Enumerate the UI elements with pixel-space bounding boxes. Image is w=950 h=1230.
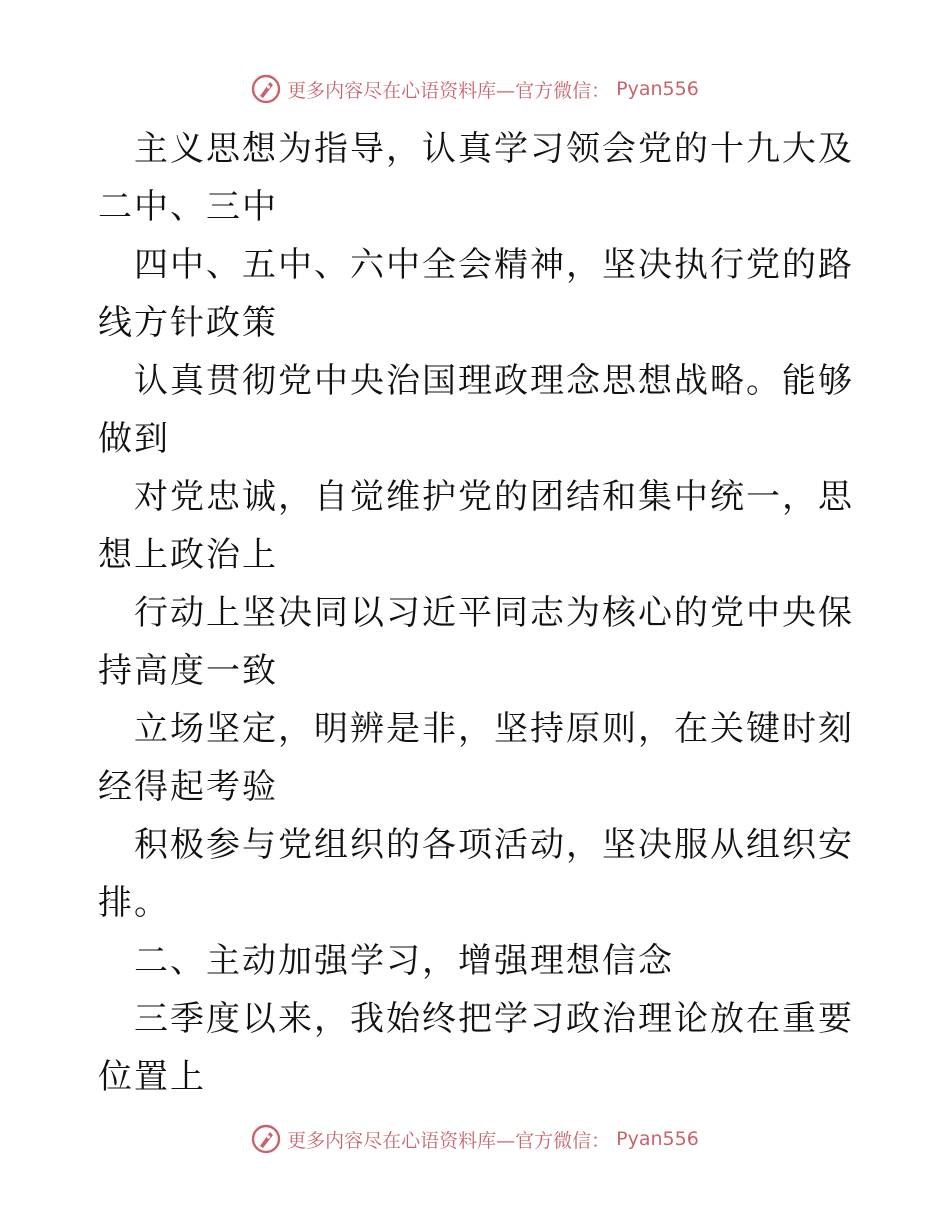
watermark-wechat-id: Pyan556: [616, 78, 699, 100]
watermark-site-text: 更多内容尽在心语资料库—官方微信：: [287, 1129, 611, 1152]
paragraph: 认真贯彻党中央治国理政理念思想战略。能够做到: [98, 361, 854, 459]
pen-nib-circle-icon: [251, 1124, 281, 1154]
watermark-site-text: 更多内容尽在心语资料库—官方微信：: [287, 79, 611, 102]
paragraph: 四中、五中、六中全会精神，坚决执行党的路线方针政策: [98, 245, 854, 343]
paragraph: 主义思想为指导，认真学习领会党的十九大及二中、三中: [98, 129, 854, 227]
watermark-wechat-id: Pyan556: [616, 1128, 699, 1150]
paragraph: 立场坚定，明辨是非，坚持原则，在关键时刻经得起考验: [98, 709, 854, 807]
paragraph: 行动上坚决同以习近平同志为核心的党中央保持高度一致: [98, 593, 854, 691]
pen-nib-circle-icon: [251, 74, 281, 104]
paragraph: 对党忠诚，自觉维护党的团结和集中统一，思想上政治上: [98, 477, 854, 575]
paragraph: 积极参与党组织的各项活动，坚决服从组织安排。: [98, 825, 854, 923]
section-heading: 二、主动加强学习，增强理想信念: [134, 941, 674, 981]
header-watermark: [0, 74, 950, 104]
document-body: [98, 120, 858, 1106]
footer-watermark: [0, 1124, 950, 1154]
paragraph: 三季度以来，我始终把学习政治理论放在重要位置上: [98, 999, 854, 1097]
